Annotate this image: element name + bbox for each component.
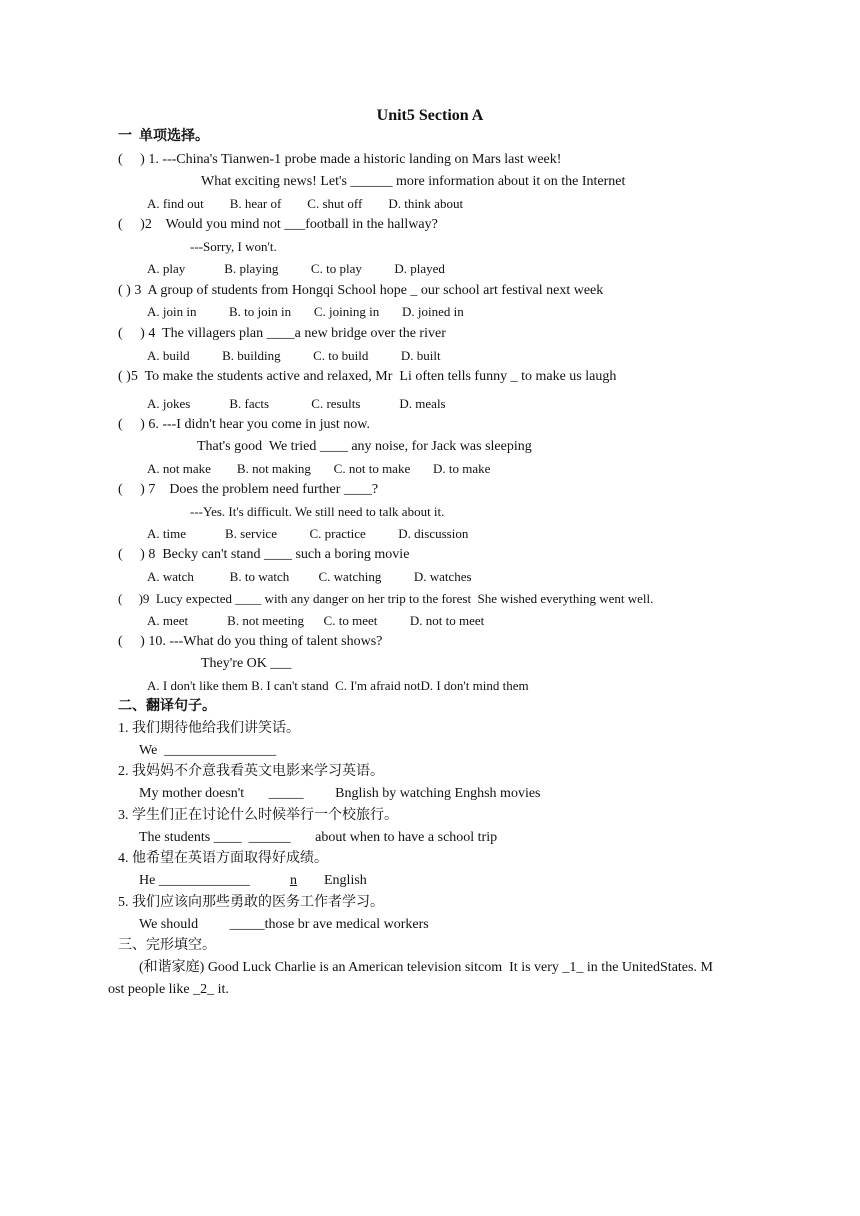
q3-options: A. join in B. to join in C. joining in D. joined in	[147, 304, 464, 319]
q10-stem: ( ) 10. ---What do you thing of talent shows?	[118, 634, 383, 649]
t2-chinese: 2. 我妈妈不介意我看英文电影来学习英语。	[118, 764, 384, 779]
page-title: Unit5 Section A	[376, 107, 484, 124]
q5-options: A. jokes B. facts C. results D. meals	[147, 396, 446, 411]
q9-stem: ( )9 Lucy expected ____ with any danger on her trip to the forest She wished everything went well.	[118, 591, 654, 606]
t4-chinese: 4. 他希望在英语方面取得好成绩。	[118, 851, 328, 866]
t3-chinese: 3. 学生们正在讨论什么时候举行一个校旅行。	[118, 808, 398, 823]
t4-english-c: English	[324, 873, 367, 888]
q2-stem: ( )2 Would you mind not ___football in the hallway?	[118, 217, 438, 232]
q9-options: A. meet B. not meeting C. to meet D. not to meet	[147, 613, 485, 628]
q5-stem: ( )5 To make the students active and relaxed, Mr Li often tells funny _ to make us laugh	[118, 369, 617, 384]
section1-heading: 一 单项选择。	[118, 129, 209, 144]
t4-english-a: He _____________	[139, 873, 250, 888]
q7-stem: ( ) 7 Does the problem need further ____?	[118, 482, 379, 497]
cloze-text-2b: it.	[214, 982, 229, 997]
q6-stem2: That's good We tried ____ any noise, for Jack was sleeping	[197, 439, 532, 454]
section2-heading: 二、翻译句子。	[118, 699, 216, 714]
cloze-text-2a: ost people like	[108, 982, 194, 997]
q10-stem2: They're OK ___	[201, 656, 292, 671]
q4-options: A. build B. building C. to build D. built	[147, 348, 441, 363]
t4-english-b: n	[290, 873, 297, 888]
q4-stem: ( ) 4 The villagers plan ____a new bridge over the river	[118, 326, 446, 341]
q8-stem: ( ) 8 Becky can't stand ____ such a boring movie	[118, 547, 410, 562]
q1-stem2: What exciting news! Let's ______ more information about it on the Internet	[201, 174, 626, 189]
q6-options: A. not make B. not making C. not to make D. to make	[147, 461, 491, 476]
cloze-line-1	[139, 959, 713, 977]
t5-english: We should _____those br ave medical workers	[139, 917, 429, 932]
q10-options: A. I don't like them B. I can't stand C. I'm afraid notD. I don't mind them	[147, 678, 529, 693]
t5-chinese: 5. 我们应该向那些勇敢的医务工作者学习。	[118, 895, 384, 910]
q6-stem: ( ) 6. ---I didn't hear you come in just now.	[118, 417, 370, 432]
cloze-line-2	[108, 981, 229, 999]
q8-options: A. watch B. to watch C. watching D. watches	[147, 569, 472, 584]
t3-english: The students ____ ______ about when to have a school trip	[139, 830, 498, 845]
cloze-text-1b: in the UnitedStates. M	[583, 960, 713, 975]
q1-stem: ( ) 1. ---China's Tianwen-1 probe made a historic landing on Mars last week!	[118, 152, 562, 167]
q7-options: A. time B. service C. practice D. discussion	[147, 526, 469, 541]
q1-options: A. find out B. hear of C. shut off D. think about	[147, 196, 464, 211]
q3-stem: ( ) 3 A group of students from Hongqi School hope _ our school art festival next week	[118, 283, 604, 298]
t1-chinese: 1. 我们期待他给我们讲笑话。	[118, 721, 300, 736]
cloze-blank-1: _1_	[562, 960, 584, 975]
section3-heading: 三、完形填空。	[118, 938, 216, 953]
cloze-text-1a: (和谐家庭) Good Luck Charlie is an American television sitcom It is very	[139, 960, 563, 975]
q7-stem2: ---Yes. It's difficult. We still need to talk about it.	[190, 504, 445, 519]
cloze-blank-2: _2_	[193, 982, 215, 997]
q2-options: A. play B. playing C. to play D. played	[147, 261, 445, 276]
t2-english: My mother doesn't _____ Bnglish by watching Enghsh movies	[139, 786, 541, 801]
t1-english: We ________________	[139, 743, 277, 758]
q2-stem2: ---Sorry, I won't.	[190, 239, 277, 254]
